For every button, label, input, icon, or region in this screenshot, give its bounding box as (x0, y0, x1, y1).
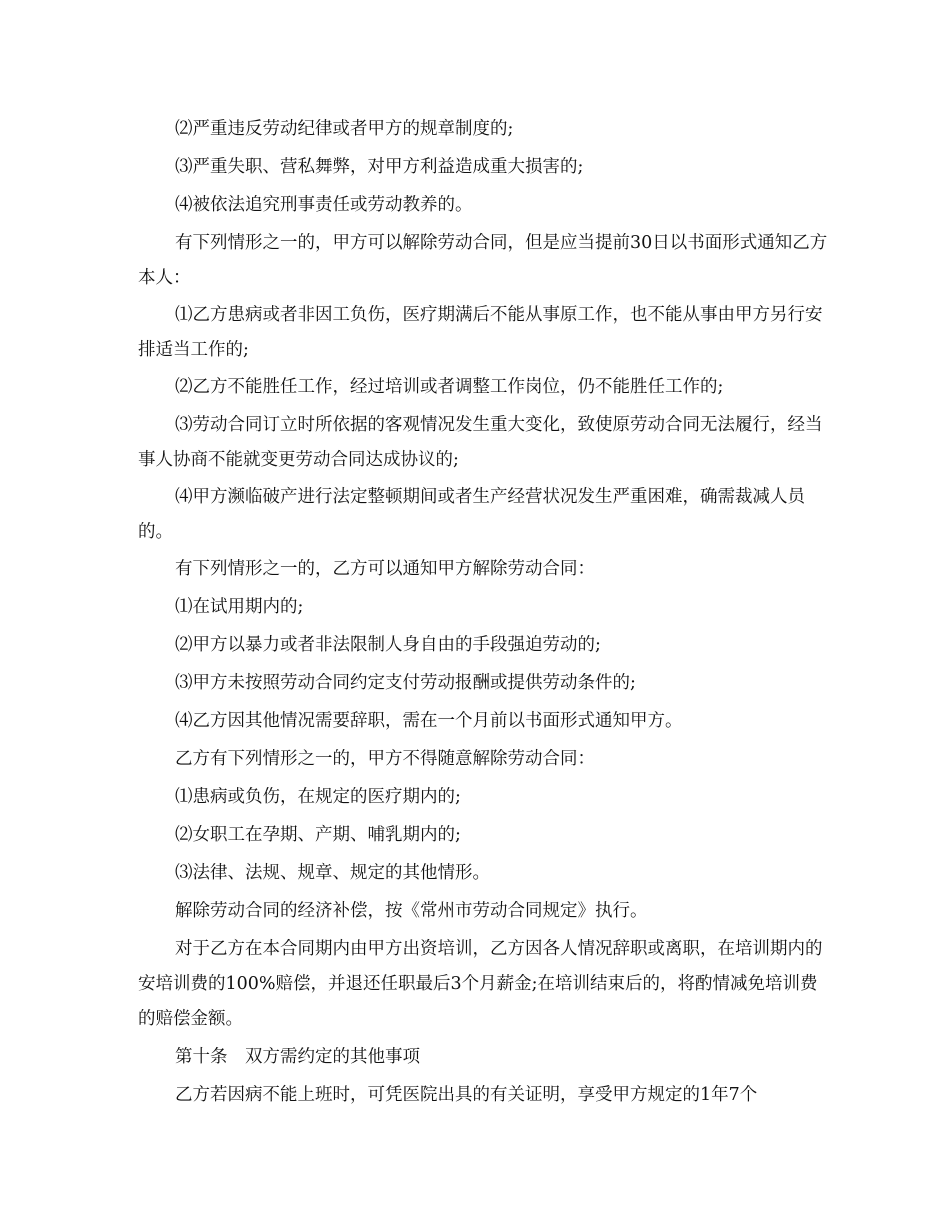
paragraph-illness-injury: ⑴乙方患病或者非因工负伤，医疗期满后不能从事原工作，也不能从事由甲方另行安排适当工作的; (138, 305, 823, 360)
paragraph-unpaid-remuneration: ⑶甲方未按照劳动合同约定支付劳动报酬或提供劳动条件的; (175, 673, 636, 693)
paragraph-circumstance-change: ⑶劳动合同订立时所依据的客观情况发生重大变化，致使原劳动合同无法履行，经当事人协商不能就变更劳动合同达成协议的; (138, 415, 823, 470)
paragraph-clause-4: ⑷被依法追究刑事责任或劳动教养的。 (175, 195, 473, 215)
paragraph-employer-notice-termination: 有下列情形之一的，甲方可以解除劳动合同，但是应当提前30日以书面形式通知乙方本人： (138, 233, 828, 288)
paragraph-protected-cases: 乙方有下列情形之一的，甲方不得随意解除劳动合同： (175, 749, 595, 769)
paragraph-pregnancy: ⑵女职工在孕期、产期、哺乳期内的; (175, 825, 461, 845)
paragraph-other-situations: ⑶法律、法规、规章、规定的其他情形。 (175, 863, 490, 883)
paragraph-forced-labor: ⑵甲方以暴力或者非法限制人身自由的手段强迫劳动的; (175, 635, 601, 655)
paragraph-medical-period: ⑴患病或负伤，在规定的医疗期内的; (175, 787, 461, 807)
paragraph-employee-termination: 有下列情形之一的，乙方可以通知甲方解除劳动合同： (175, 559, 595, 579)
paragraph-clause-2: ⑵严重违反劳动纪律或者甲方的规章制度的; (175, 119, 514, 139)
paragraph-probation: ⑴在试用期内的; (175, 597, 304, 617)
paragraph-resignation-notice: ⑷乙方因其他情况需要辞职，需在一个月前以书面形式通知甲方。 (175, 711, 683, 731)
section-heading-article-10: 第十条 双方需约定的其他事项 (175, 1047, 420, 1067)
paragraph-incompetence: ⑵乙方不能胜任工作，经过培训或者调整工作岗位，仍不能胜任工作的; (175, 377, 724, 397)
paragraph-clause-3: ⑶严重失职、营私舞弊，对甲方利益造成重大损害的; (175, 157, 584, 177)
paragraph-training-compensation: 对于乙方在本合同期内由甲方出资培训，乙方因各人情况辞职或离职，在培训期内的安培训费的100%赔偿，并退还任职最后3个月薪金;在培训结束后的，将酌情减免培训费的赔偿金额。 (138, 939, 823, 1029)
paragraph-sick-leave: 乙方若因病不能上班时，可凭医院出具的有关证明，享受甲方规定的1年7个 (175, 1085, 758, 1105)
paragraph-bankruptcy: ⑷甲方濒临破产进行法定整顿期间或者生产经营状况发生严重困难，确需裁减人员的。 (138, 487, 805, 542)
paragraph-economic-compensation: 解除劳动合同的经济补偿，按《常州市劳动合同规定》执行。 (175, 901, 648, 921)
